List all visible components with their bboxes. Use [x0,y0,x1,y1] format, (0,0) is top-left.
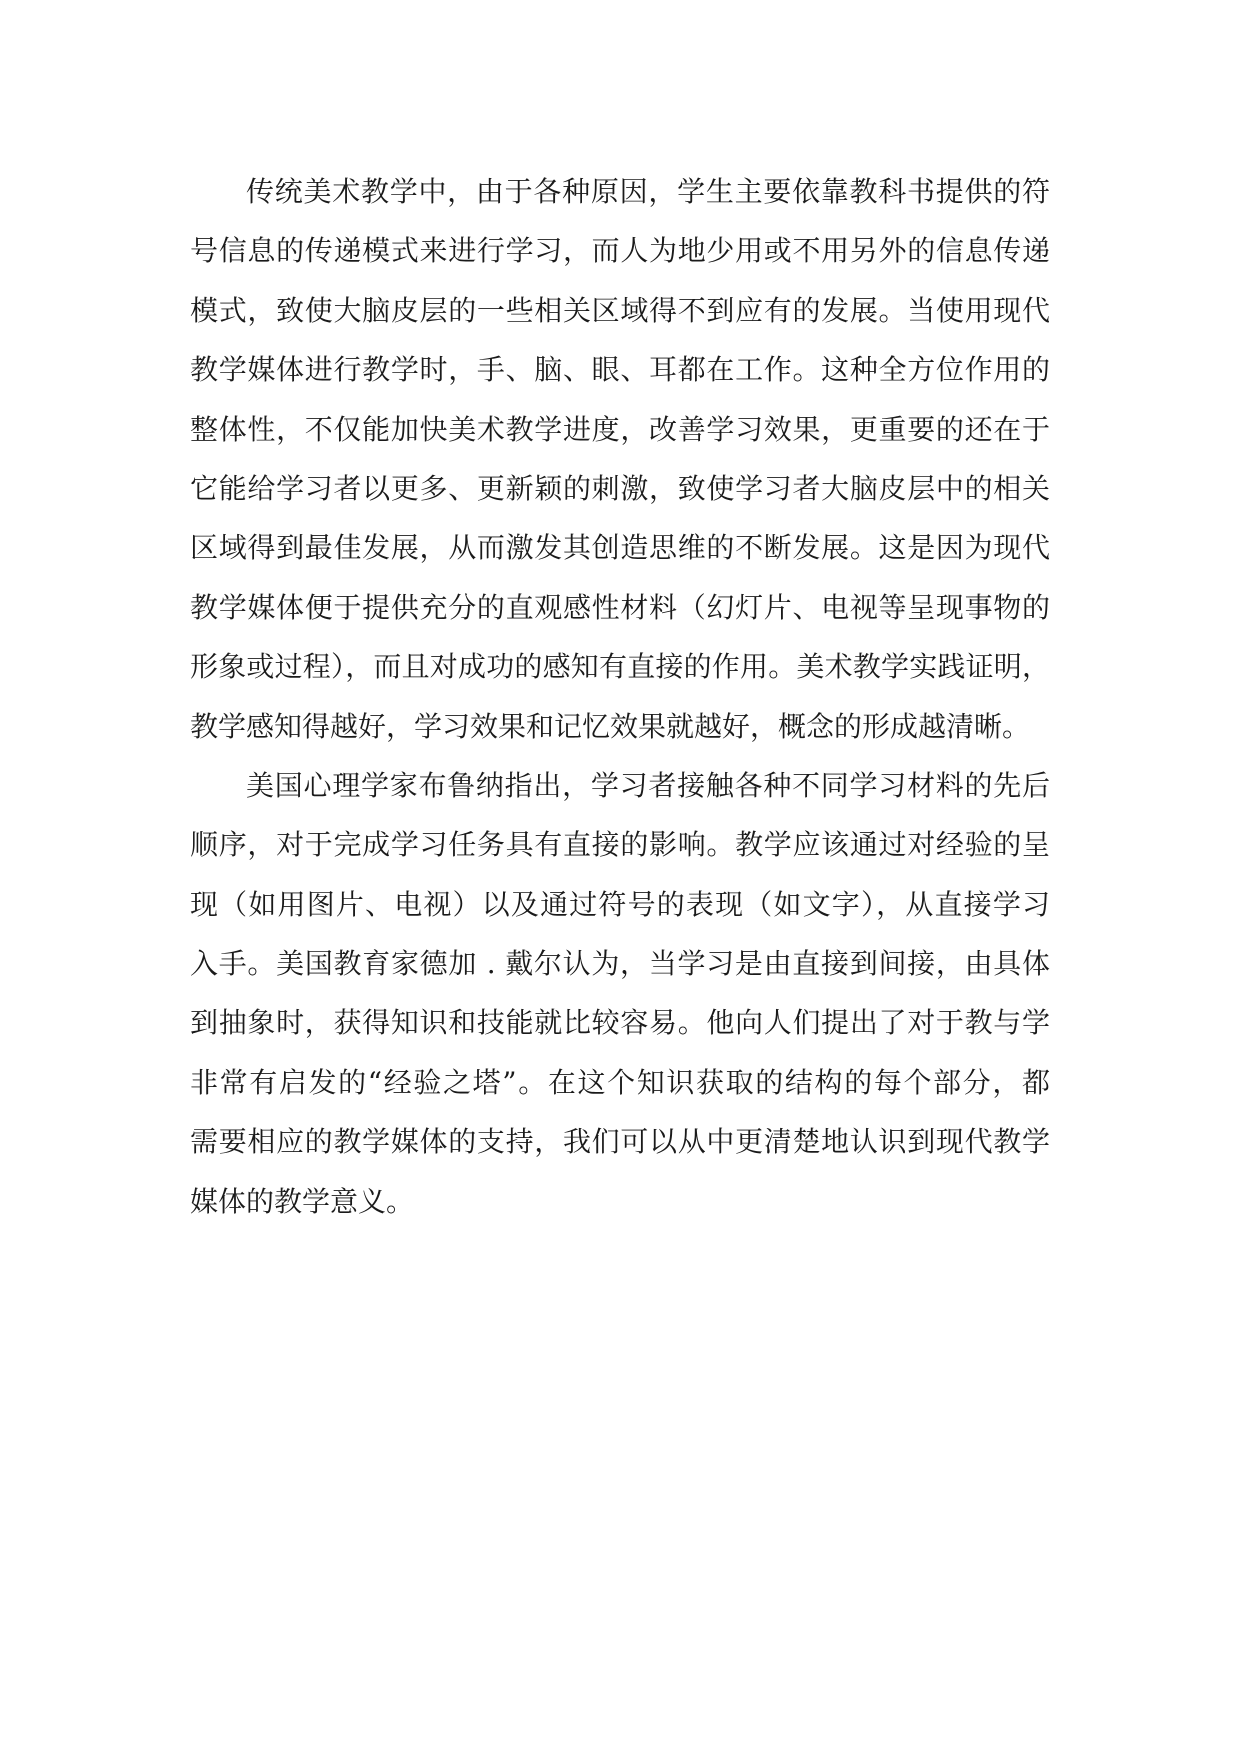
paragraph-line: 教学感知得越好，学习效果和记忆效果就越好，概念的形成越清晰。 [190,709,1031,743]
paragraph-line: 区域得到最佳发展，从而激发其创造思维的不断发展。这是因为现代 [190,531,1050,565]
paragraph-line: 形象或过程），而且对成功的感知有直接的作用。美术教学实践证明， [190,650,1050,684]
paragraph-line: 入手。美国教育家德加 . 戴尔认为，当学习是由直接到间接，由具体 [190,947,1050,981]
paragraph-line: 美国心理学家布鲁纳指出，学习者接触各种不同学习材料的先后 [246,768,1050,802]
paragraph-line: 教学媒体进行教学时，手、脑、眼、耳都在工作。这种全方位作用的 [190,353,1050,387]
paragraph-2 [190,756,1050,1231]
paragraph-line: 顺序，对于完成学习任务具有直接的影响。教学应该通过对经验的呈 [190,828,1050,862]
paragraph-line: 需要相应的教学媒体的支持，我们可以从中更清楚地认识到现代教学 [190,1125,1050,1159]
paragraph-line: 整体性，不仅能加快美术教学进度，改善学习效果，更重要的还在于 [190,412,1050,446]
paragraph-line: 传统美术教学中，由于各种原因，学生主要依靠教科书提供的符 [246,175,1050,208]
body-text [190,162,1050,1231]
paragraph-line: 它能给学习者以更多、更新颖的刺激，致使学习者大脑皮层中的相关 [190,471,1050,505]
paragraph-line: 教学媒体便于提供充分的直观感性材料（幻灯片、电视等呈现事物的 [190,590,1050,624]
paragraph-line: 媒体的教学意义。 [190,1184,415,1218]
paragraph-1 [190,162,1050,756]
paragraph-line: 非常有启发的“经验之塔”。在这个知识获取的结构的每个部分，都 [190,1065,1050,1099]
paragraph-line: 模式，致使大脑皮层的一些相关区域得不到应有的发展。当使用现代 [190,293,1050,327]
paragraph-line: 号信息的传递模式来进行学习，而人为地少用或不用另外的信息传递 [190,234,1050,268]
paragraph-line: 现（如用图片、电视）以及通过符号的表现（如文字），从直接学习 [190,887,1050,921]
paragraph-line: 到抽象时，获得知识和技能就比较容易。他向人们提出了对于教与学 [190,1006,1050,1040]
